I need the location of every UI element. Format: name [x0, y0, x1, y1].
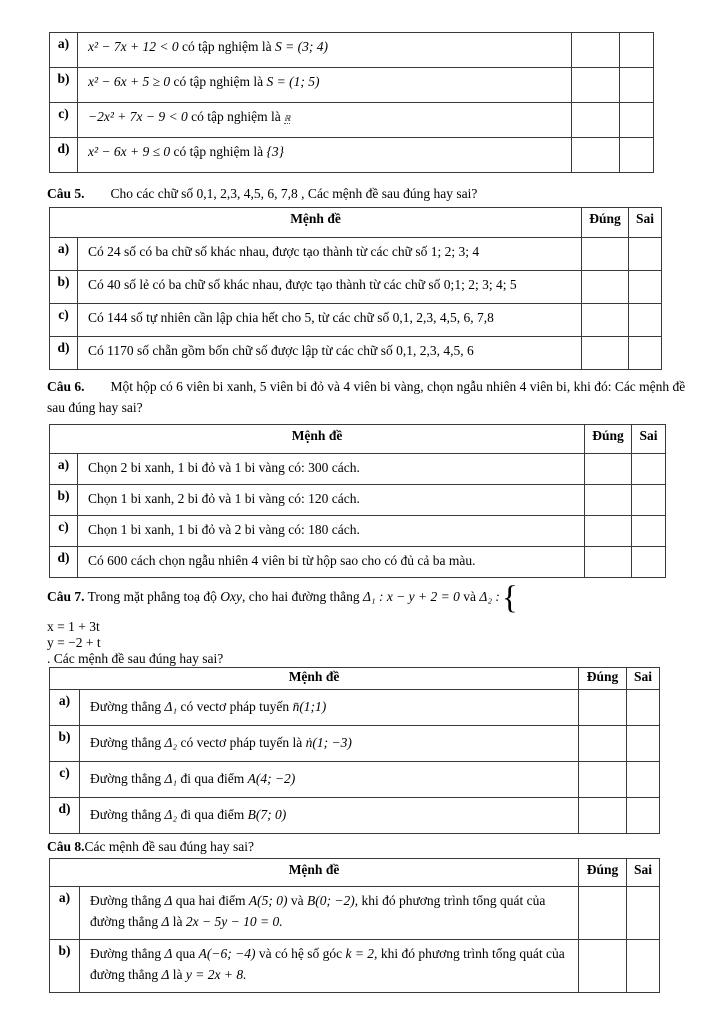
- question-number: Câu 6.: [47, 379, 85, 394]
- false-header: Sai: [629, 208, 662, 238]
- true-answer-cell: [582, 271, 629, 304]
- statement-cell: [80, 798, 579, 834]
- row-label: a): [50, 454, 78, 485]
- statement-text: đi qua điểm: [180, 807, 245, 822]
- row-label: d): [50, 337, 78, 370]
- line-symbol: Δ: [161, 967, 170, 982]
- point-a-math: A(5; 0): [248, 893, 288, 908]
- question-number: Câu 5.: [47, 186, 85, 201]
- false-answer-cell: [632, 547, 666, 578]
- question-7-heading: [47, 580, 695, 616]
- statement-text: Đường thẳng: [90, 699, 162, 714]
- solution-set-math: S = (3; 4): [274, 39, 328, 54]
- false-answer-cell: [620, 33, 654, 68]
- false-answer-cell: [620, 138, 654, 173]
- system-equation-x: x = 1 + 3t: [47, 619, 100, 634]
- row-label: b): [50, 271, 78, 304]
- question-8-table: [49, 858, 660, 993]
- statement-text: Đường thẳng: [90, 946, 162, 961]
- statement-cell: [78, 138, 572, 173]
- true-answer-cell: [585, 516, 632, 547]
- true-answer-cell: [579, 940, 627, 993]
- line-symbol: Δ: [161, 914, 170, 929]
- point-math: A(4; −2): [247, 771, 296, 786]
- statement-header: Mệnh đề: [50, 859, 579, 887]
- false-answer-cell: [627, 726, 660, 762]
- true-header: Đúng: [585, 425, 632, 454]
- line-symbol: Δ₁: [164, 699, 178, 714]
- solution-set-math: {3}: [266, 144, 285, 159]
- statement-cell: [78, 33, 572, 68]
- table-row: [50, 33, 654, 68]
- inequality-math: x² − 7x + 12 < 0: [88, 39, 179, 54]
- point-math: B(7; 0): [247, 807, 287, 822]
- false-answer-cell: [632, 454, 666, 485]
- false-answer-cell: [627, 940, 660, 993]
- statement-cell: Có 24 số có ba chữ số khác nhau, được tạo thành từ các chữ số 1; 2; 3; 4: [78, 238, 582, 271]
- table-row: [50, 68, 654, 103]
- statement-text: có tập nghiệm là: [173, 74, 264, 89]
- slope-math: k = 2,: [345, 946, 378, 961]
- statement-text: có tập nghiệm là: [182, 39, 272, 54]
- table-row: [50, 271, 662, 304]
- false-answer-cell: [620, 103, 654, 138]
- statement-cell: Có 600 cách chọn ngẫu nhiên 4 viên bi từ hộp sao cho có đủ cả ba màu.: [78, 547, 585, 578]
- false-header: Sai: [627, 668, 660, 690]
- statement-cell: Chọn 1 bi xanh, 1 bi đỏ và 2 bi vàng có: 180 cách.: [78, 516, 585, 547]
- row-label: a): [50, 690, 80, 726]
- equation-math: 2x − 5y − 10 = 0.: [185, 914, 283, 929]
- statement-text: khi đó phương trình tổng quát của đường thẳng: [90, 946, 565, 982]
- row-label: d): [50, 547, 78, 578]
- statement-text: có tập nghiệm là: [173, 144, 264, 159]
- false-header: Sai: [632, 425, 666, 454]
- statement-text: có tập nghiệm là: [191, 109, 281, 124]
- question-text: Các mệnh đề sau đúng hay sai?: [84, 839, 254, 854]
- question-text: . Các mệnh đề sau đúng hay sai?: [47, 651, 224, 666]
- question-6-heading: [47, 376, 695, 418]
- false-answer-cell: [629, 271, 662, 304]
- table-row: [50, 337, 662, 370]
- true-header: Đúng: [579, 859, 627, 887]
- inequality-math: −2x² + 7x − 9 < 0: [88, 109, 188, 124]
- table-row: [50, 547, 666, 578]
- statement-text: khi đó phương trình tổng quát của đường thẳng: [90, 893, 546, 929]
- statement-cell: Có 1170 số chẵn gồm bốn chữ số được lập từ các chữ số 0,1, 2,3, 4,5, 6: [78, 337, 582, 370]
- statement-text: qua hai điểm: [175, 893, 246, 908]
- statement-cell: Có 40 số lẻ có ba chữ số khác nhau, được tạo thành từ các chữ số 0;1; 2; 3; 4; 5: [78, 271, 582, 304]
- statement-cell: [80, 726, 579, 762]
- system-equation-y: y = −2 + t: [47, 635, 101, 650]
- false-answer-cell: [620, 68, 654, 103]
- inequality-math: x² − 6x + 5 ≥ 0: [88, 74, 171, 89]
- question-8-heading: [47, 839, 705, 855]
- false-answer-cell: [627, 762, 660, 798]
- table-row: [50, 238, 662, 271]
- header-row: [50, 668, 660, 690]
- statement-text: và: [290, 893, 304, 908]
- false-answer-cell: [629, 304, 662, 337]
- line1-equation: Δ₁ : x − y + 2 = 0: [362, 589, 460, 605]
- point-a-math: A(−6; −4): [198, 946, 256, 961]
- row-label: c): [50, 762, 80, 798]
- table-row: [50, 726, 660, 762]
- parametric-system: [501, 580, 520, 616]
- statement-text: Đường thẳng: [90, 893, 162, 908]
- true-answer-cell: [582, 304, 629, 337]
- true-answer-cell: [582, 337, 629, 370]
- question-5-table: [49, 207, 662, 370]
- statement-cell: Có 144 số tự nhiên cần lập chia hết cho 5, từ các chữ số 0,1, 2,3, 4,5, 6, 7,8: [78, 304, 582, 337]
- row-label: a): [50, 33, 78, 68]
- true-answer-cell: [572, 138, 620, 173]
- statement-text: và có hệ số góc: [258, 946, 343, 961]
- question-4-table: [49, 32, 654, 173]
- statement-cell: [78, 103, 572, 138]
- table-row: [50, 454, 666, 485]
- line-symbol: Δ: [164, 893, 173, 908]
- statement-cell: Chọn 1 bi xanh, 2 bi đỏ và 1 bi vàng có: 120 cách.: [78, 485, 585, 516]
- true-answer-cell: [585, 547, 632, 578]
- row-label: b): [50, 726, 80, 762]
- statement-cell: [80, 887, 579, 940]
- statement-text: có vectơ pháp tuyến: [180, 699, 290, 714]
- statement-text: đi qua điểm: [180, 771, 245, 786]
- statement-text: Đường thẳng: [90, 735, 162, 750]
- row-label: d): [50, 138, 78, 173]
- row-label: a): [50, 887, 80, 940]
- false-answer-cell: [627, 887, 660, 940]
- true-answer-cell: [579, 762, 627, 798]
- false-answer-cell: [632, 516, 666, 547]
- table-row: [50, 485, 666, 516]
- true-answer-cell: [585, 454, 632, 485]
- table-row: [50, 762, 660, 798]
- false-answer-cell: [629, 238, 662, 271]
- statement-text: là: [172, 914, 183, 929]
- true-answer-cell: [579, 726, 627, 762]
- row-label: b): [50, 940, 80, 993]
- header-row: [50, 859, 660, 887]
- statement-cell: [80, 690, 579, 726]
- question-text: và: [463, 589, 477, 605]
- statement-text: Đường thẳng: [90, 807, 162, 822]
- true-answer-cell: [579, 798, 627, 834]
- point-b-math: B(0; −2),: [306, 893, 359, 908]
- false-answer-cell: [627, 798, 660, 834]
- table-row: [50, 940, 660, 993]
- question-text: Một hộp có 6 viên bi xanh, 5 viên bi đỏ và 4 viên bi vàng, chọn ngẫu nhiên 4 viên bi, khi đó: Các mệnh đề sau đúng hay sai?: [47, 379, 686, 415]
- row-label: a): [50, 238, 78, 271]
- question-text: , cho hai đường thẳng: [242, 589, 360, 605]
- true-header: Đúng: [582, 208, 629, 238]
- false-answer-cell: [632, 485, 666, 516]
- table-row: [50, 516, 666, 547]
- row-label: b): [50, 485, 78, 516]
- table-row: [50, 304, 662, 337]
- line-symbol: Δ₂: [164, 807, 178, 822]
- row-label: c): [50, 516, 78, 547]
- question-text: Trong mặt phẳng toạ độ: [87, 589, 217, 605]
- row-label: d): [50, 798, 80, 834]
- line-symbol: Δ: [164, 946, 173, 961]
- statement-header: Mệnh đề: [50, 668, 579, 690]
- vector-math: ṅ(1; −3): [305, 735, 352, 750]
- statement-text: Đường thẳng: [90, 771, 162, 786]
- true-answer-cell: [582, 238, 629, 271]
- question-number: Câu 8.: [47, 839, 85, 854]
- false-answer-cell: [627, 690, 660, 726]
- table-row: [50, 798, 660, 834]
- true-answer-cell: [579, 887, 627, 940]
- statement-cell: [80, 762, 579, 798]
- statement-header: Mệnh đề: [50, 425, 585, 454]
- table-row: [50, 103, 654, 138]
- statement-text: qua: [175, 946, 196, 961]
- false-header: Sai: [627, 859, 660, 887]
- statement-text: có vectơ pháp tuyến là: [180, 735, 303, 750]
- header-row: [50, 425, 666, 454]
- table-row: [50, 887, 660, 940]
- true-answer-cell: [585, 485, 632, 516]
- false-answer-cell: [629, 337, 662, 370]
- table-row: [50, 690, 660, 726]
- question-6-table: [49, 424, 666, 578]
- line2-label: Δ₂ :: [479, 589, 500, 605]
- true-answer-cell: [579, 690, 627, 726]
- row-label: c): [50, 304, 78, 337]
- system-brace: {: [501, 580, 518, 616]
- row-label: c): [50, 103, 78, 138]
- solution-set-math: ℝ: [284, 114, 291, 123]
- true-header: Đúng: [579, 668, 627, 690]
- question-5-heading: [47, 186, 705, 202]
- question-text: Cho các chữ số 0,1, 2,3, 4,5, 6, 7,8 , Các mệnh đề sau đúng hay sai?: [110, 186, 478, 201]
- plane-math: Oxy: [220, 589, 243, 605]
- solution-set-math: S = (1; 5): [266, 74, 320, 89]
- true-answer-cell: [572, 103, 620, 138]
- table-row: [50, 138, 654, 173]
- line-symbol: Δ₂: [164, 735, 178, 750]
- statement-cell: Chọn 2 bi xanh, 1 bi đỏ và 1 bi vàng có: 300 cách.: [78, 454, 585, 485]
- statement-header: Mệnh đề: [50, 208, 582, 238]
- question-number: Câu 7.: [47, 589, 85, 605]
- true-answer-cell: [572, 68, 620, 103]
- true-answer-cell: [572, 33, 620, 68]
- question-7-table: [49, 667, 660, 834]
- row-label: b): [50, 68, 78, 103]
- inequality-math: x² − 6x + 9 ≤ 0: [88, 144, 171, 159]
- statement-cell: [78, 68, 572, 103]
- equation-math: y = 2x + 8.: [185, 967, 247, 982]
- statement-text: là: [172, 967, 183, 982]
- statement-cell: [80, 940, 579, 993]
- line-symbol: Δ₁: [164, 771, 178, 786]
- vector-math: n̄(1;1): [292, 699, 327, 714]
- header-row: [50, 208, 662, 238]
